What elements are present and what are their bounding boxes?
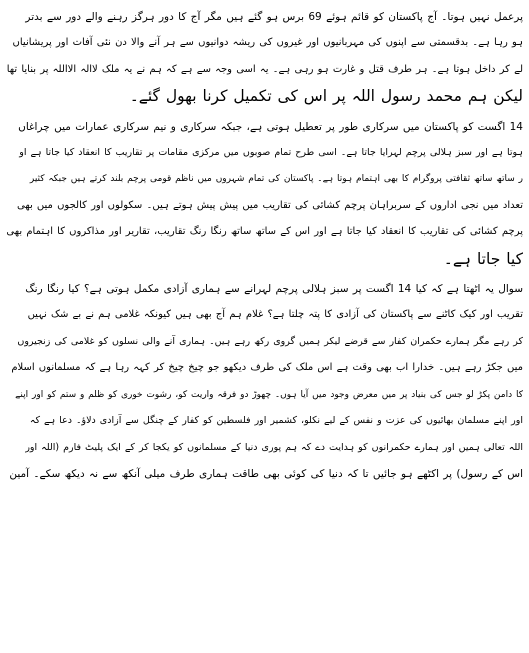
paragraph-august-14 (6, 114, 523, 272)
text-line: کر رہے مگر ہمارے حکمران کفار سے قرضے لیکر ہمیں گروی رکھ رہے ہیں۔ ہماری آنے والی نسلوں کو غلامی کی زنجیروں (17, 335, 523, 347)
text-line: سوال یہ اٹھتا ہے کہ کیا 14 اگست پر سبز ہلالی پرچم لہرانے سے ہماری آزادی مکمل ہوتی ہے؟ کیا رنگا رنگ (25, 283, 523, 296)
text-line: ر ساتھ ساتھ ثقافتی پروگرام کا بھی اہتمام ہوتا ہے۔ پاکستان کی تمام شہروں میں ناظم قومی پرچم بلند کرتے ہیں جبکہ کثیر (29, 174, 523, 185)
text-line: پرچم کشائی کی تقاریب کا انعقاد کیا جاتا ہے اور اس کے ساتھ ساتھ رنگا رنگ تقاریب، تقاریر اور مذاکروں کا اہتمام بھی (6, 226, 523, 238)
text-line: اور اپنے مسلمان بھائیوں کی عزت و نفس کے لیے نکلو، کشمیر اور فلسطین کو کفار کے چنگل سے آزادی دلاؤ۔ دعا ہے کہ (29, 415, 523, 427)
paragraph-intro (6, 4, 523, 110)
text-line: تقریب اور کیک کاٹنے سے پاکستان کی آزادی کا پتہ چلتا ہے؟ غلام ہم آج بھی ہیں کیونکہ غلامی ہم نے بے شک نہیں (27, 309, 523, 321)
urdu-article-body (6, 4, 523, 487)
text-line: اس کے رسول) پر اکٹھے ہو جائیں تا کہ دنیا کی کوئی بھی طاقت ہماری طرف میلی آنکھ سے نہ دیکھ سکے۔ آمین (9, 467, 523, 480)
text-line: میں جکڑ رہے ہیں۔ خدارا اب بھی وقت ہے اس ملک کی طرف دیکھو جو چیخ چیخ کر کہہ رہا ہے کہ مسلمانوں اسلام (11, 362, 523, 374)
text-line: اللہ تعالی ہمیں اور ہمارے حکمرانوں کو ہدایت دے کہ ہم پوری دنیا کے مسلمانوں کو یکجا کر کے ایک پلیٹ فارم (اللہ اور (25, 441, 523, 453)
text-line: تعداد میں نجی اداروں کے سربراہان پرچم کشائی کی تقاریب میں پیش پیش ہوتے ہیں۔ سکولوں اور کالجوں میں بھی (17, 199, 523, 211)
text-line: کیا جاتا ہے۔ (443, 249, 523, 268)
text-line: لیکن ہم محمد رسول اللہ پر اس کی تکمیل کرنا بھول گئے۔ (129, 87, 523, 106)
text-line: ہوتا ہے اور سبز ہلالی پرچم لہرایا جاتا ہے۔ اسی طرح تمام صوبوں میں مرکزی مقامات پر تقاریب کا انعقاد کیا جاتا ہے او (19, 147, 523, 159)
text-line: پرعمل نہیں ہوتا۔ آج پاکستان کو قائم ہوئے 69 برس ہو گئے ہیں مگر آج کا دور ہرگز رہنے والے دور سے بدتر (25, 11, 523, 23)
paragraph-question (6, 276, 523, 487)
document-page (0, 4, 529, 653)
text-line: 14 اگست کو پاکستان میں سرکاری طور پر تعطیل ہوتی ہے، جبکہ سرکاری و نیم سرکاری عمارات میں چراغاں (18, 120, 523, 133)
text-line: لے کر داخل ہوتا ہے۔ ہر طرف قتل و غارت ہو رہی ہے۔ یہ اسی وجہ سے ہے کہ ہم نے یہ ملک لاالہ الااللہ پر بنایا تھا (6, 63, 523, 75)
text-line: ہو رہا ہے۔ بدقسمتی سے اپنوں کی مہربانیوں اور غیروں کی ریشہ دوانیوں سے ہر آنے والا دن نئی آفات اور پریشانیاں (12, 37, 523, 49)
text-line: کا دامن پکڑ لو جس کی بنیاد پر میں معرض وجود میں آیا ہوں۔ چھوڑ دو فرقہ واریت کو، رشوت خوری کو ظلم و ستم کو اور اپنے (15, 389, 523, 400)
